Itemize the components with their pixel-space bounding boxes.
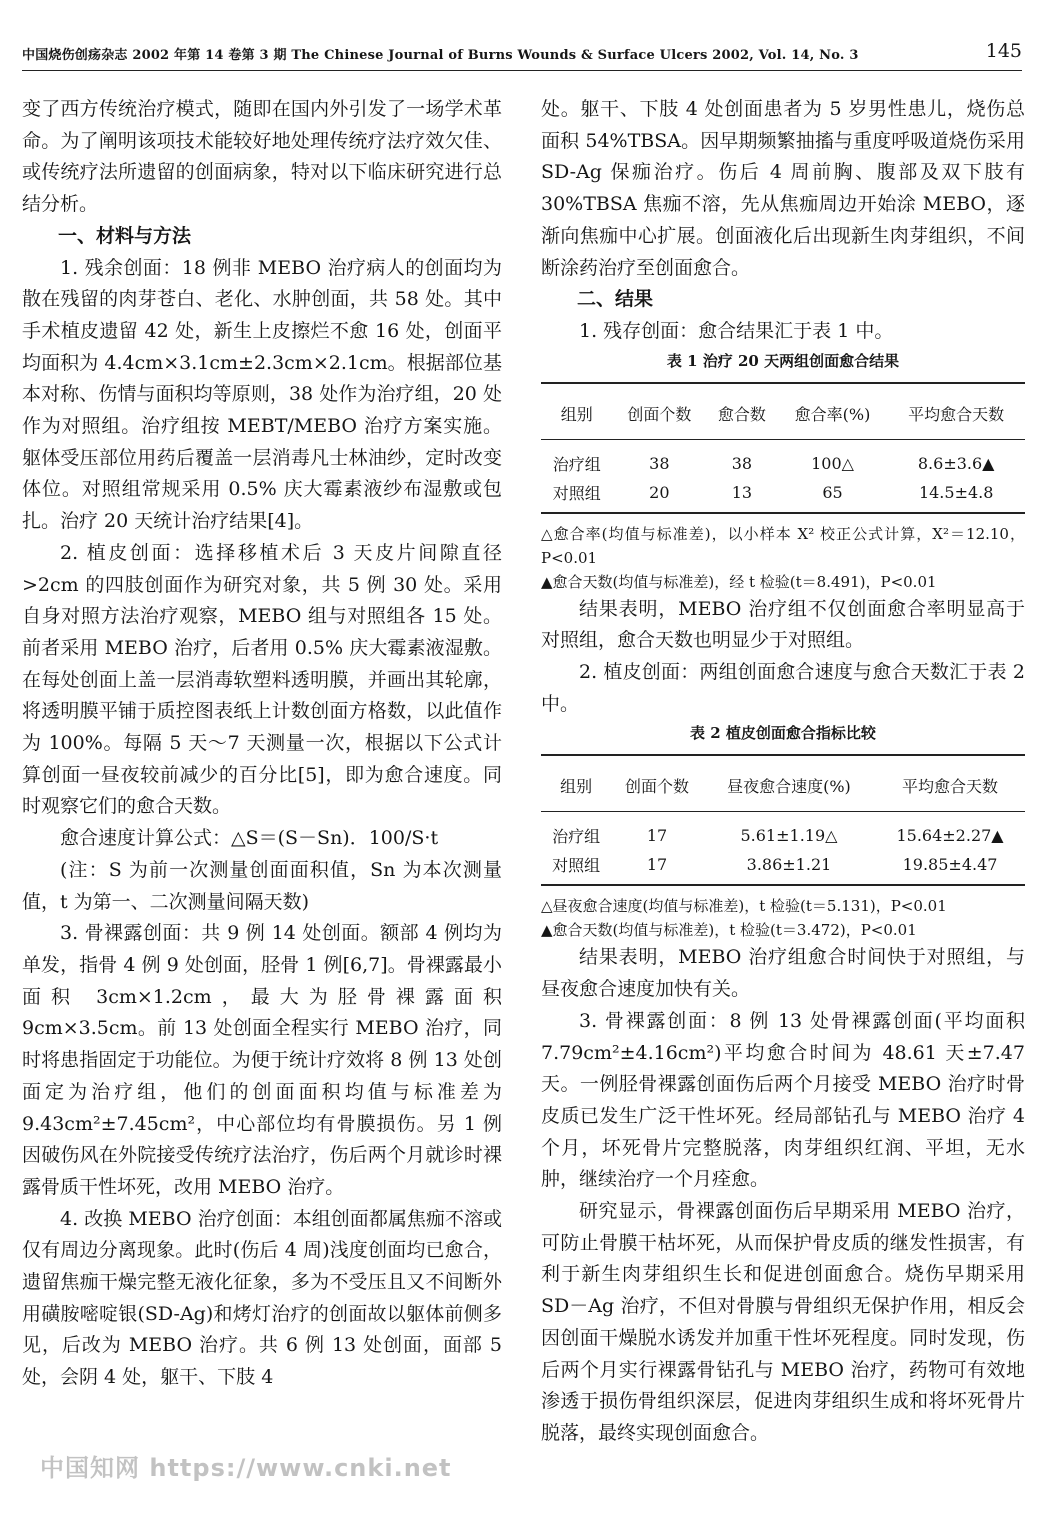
cnki-watermark: 中国知网 https://www.cnki.net — [40, 1454, 452, 1482]
table-cell: 3.86±1.21 — [746, 855, 832, 875]
table-cell: 19.85±4.47 — [902, 855, 998, 875]
table-row — [541, 478, 1025, 513]
table-cell: 100△ — [811, 453, 854, 473]
paragraph: 4. 改换 MEBO 治疗创面：本组创面都属焦痂不溶或仅有周边分离现象。此时(伤后 4 周)浅度创面均已愈合，遗留焦痂干燥完整无液化征象，多为不受压且又不间断外用磺胺嘧啶银(SD-Ag)和烤灯治疗的创面故以躯体前侧多见，后改为 MEBO 治疗。共 6 例 13 处创面，面部 5 处，会阴 4 处，躯干、下肢 4 — [22, 1207, 502, 1389]
table-row — [541, 439, 1025, 478]
table-cell: 15.64±2.27▲ — [896, 826, 1004, 846]
page-number: 145 — [985, 40, 1022, 62]
table-cell: 17 — [646, 826, 668, 846]
paragraph: 结果表明，MEBO 治疗组不仅创面愈合率明显高于对照组，愈合天数也明显少于对照组。 — [541, 597, 1025, 652]
table-row — [541, 812, 1025, 851]
paragraph: 2. 植皮创面：两组创面愈合速度与愈合天数汇于表 2 中。 — [541, 661, 1025, 715]
table-header: 创面个数 — [613, 383, 707, 440]
table-cell: 对照组 — [552, 856, 601, 876]
section-heading-results: 二、结果 — [577, 288, 654, 311]
table-cell: 17 — [646, 855, 668, 875]
paragraph: 1. 残存创面：愈合结果汇于表 1 中。 — [579, 319, 894, 342]
table-2 — [541, 754, 1025, 886]
table-header: 愈合率(%) — [778, 383, 888, 440]
formula-note: (注：S 为前一次测量创面面积值，Sn 为本次测量值，t 为第一、二次测量间隔天数) — [22, 858, 502, 913]
table-1-note: △愈合率(均值与标准差)，以小样本 X² 校正公式计算，X²＝12.10，P<0.01 — [541, 524, 1025, 567]
table-cell: 38 — [649, 453, 670, 473]
table-header: 组别 — [541, 755, 611, 812]
table-header: 昼夜愈合速度(%) — [703, 755, 875, 812]
formula: 愈合速度计算公式：△S＝(S－Sn)．100/S·t — [60, 827, 439, 850]
table-header: 创面个数 — [611, 755, 703, 812]
table-cell: 5.61±1.19△ — [740, 826, 838, 846]
table-cell: 14.5±4.8 — [918, 482, 994, 502]
table-cell: 65 — [822, 482, 843, 502]
paragraph: 3. 骨裸露创面：共 9 例 14 处创面。额部 4 例均为单发，指骨 4 例 9 处创面，胫骨 1 例[6,7]。骨裸露最小面积 3cm×1.2cm，最大为胫骨裸露面积 9cm×3.5cm。前 13 处创面全程实行 MEBO 治疗，同时将患指固定于功能位。为便于统计疗效将 8 例 13 处创面定为治疗组，他们的创面面积均值与标准差为 9.43cm²±7.45cm²，中心部位均有骨膜损伤。另 1 例因破伤风在外院接受传统疗法治疗，伤后两个月就诊时裸露骨质干性坏死，改用 MEBO 治疗。 — [22, 922, 502, 1198]
table-2-caption: 表 2 植皮创面愈合指标比较 — [690, 724, 876, 743]
paragraph: 研究显示，骨裸露创面伤后早期采用 MEBO 治疗，可防止骨膜干枯坏死，从而保护骨皮质的继发性损害，有利于新生肉芽组织生长和促进创面愈合。烧伤早期采用 SD－Ag 治疗，不但对骨膜与骨组织无保护作用，相反会因创面干燥脱水诱发并加重干性坏死程度。同时发现，伤后两个月实行裸露骨钻孔与 MEBO 治疗，药物可有效地渗透于损伤骨组织深层，促进肉芽组织生成和将坏死骨片脱落，最终实现创面愈合。 — [541, 1200, 1025, 1444]
table-cell: 治疗组 — [552, 454, 601, 474]
left-column — [22, 94, 502, 1394]
paragraph: 2. 植皮创面：选择移植术后 3 天皮片间隙直径 >2cm 的四肢创面作为研究对象，共 5 例 30 处。采用自身对照方法治疗观察，MEBO 组与对照组各 15 处。前者采用 MEBO 治疗，后者用 0.5% 庆大霉素液湿敷。在每处创面上盖一层消毒软塑料透明膜，并画出其轮廓，将透明膜平铺于质控图表纸上计数创面方格数，以此值作为 100%。每隔 5 天～7 天测量一次，根据以下公式计算创面一昼夜较前减少的百分比[5]，即为愈合速度。同时观察它们的愈合天数。 — [22, 541, 502, 818]
table-2-note: △昼夜愈合速度(均值与标准差)，t 检验(t＝5.131)，P<0.01 — [541, 897, 947, 916]
table-1-caption: 表 1 治疗 20 天两组创面愈合结果 — [666, 351, 900, 370]
table-cell: 8.6±3.6▲ — [917, 453, 995, 473]
paragraph: 3. 骨裸露创面：8 例 13 处骨裸露创面(平均面积 7.79cm²±4.16cm²)平均愈合时间为 48.61 天±7.47 天。一例胫骨裸露创面伤后两个月接受 MEBO 治疗时骨皮质已发生广泛干性坏死。经局部钻孔与 MEBO 治疗 4 个月，坏死骨片完整脱落，肉芽组织红润、平坦，无水肿，继续治疗一个月痊愈。 — [541, 1009, 1025, 1191]
table-1 — [541, 382, 1025, 514]
section-heading-methods: 一、材料与方法 — [58, 224, 192, 247]
table-header: 平均愈合天数 — [875, 755, 1025, 812]
paragraph: 变了西方传统治疗模式，随即在国内外引发了一场学术革命。为了阐明该项技术能较好地处理传统疗法疗效欠佳、或传统疗法所遗留的创面病象，特对以下临床研究进行总结分析。 — [22, 98, 502, 216]
table-cell: 20 — [649, 482, 670, 502]
table-header: 愈合数 — [706, 383, 778, 440]
journal-title: 中国烧伤创疡杂志 2002 年第 14 卷第 3 期 The Chinese Journal of Burns Wounds & Surface Ulcers 2002, Vol. 14, No. 3 — [22, 48, 859, 63]
table-1-note: ▲愈合天数(均值与标准差)，经 t 检验(t＝8.491)，P<0.01 — [541, 572, 937, 591]
table-header: 组别 — [541, 383, 613, 440]
table-2-note: ▲愈合天数(均值与标准差)，t 检验(t＝3.472)，P<0.01 — [541, 921, 917, 940]
table-row — [541, 850, 1025, 885]
running-header — [22, 40, 1022, 71]
paragraph: 1. 残余创面：18 例非 MEBO 治疗病人的创面均为散在残留的肉芽苍白、老化、水肿创面，共 58 处。其中手术植皮遗留 42 处，新生上皮擦烂不愈 16 处，创面平均面积为 4.4cm×3.1cm±2.3cm×2.1cm。根据部位基本对称、伤情与面积均等原则，38 处作为治疗组，20 处作为对照组。治疗组按 MEBT/MEBO 治疗方案实施。躯体受压部位用药后覆盖一层消毒凡士林油纱，定时改变体位。对照组常规采用 0.5% 庆大霉素液纱布湿敷或包扎。治疗 20 天统计治疗结果[4]。 — [22, 256, 502, 533]
table-header: 平均愈合天数 — [887, 383, 1025, 440]
table-cell: 38 — [731, 453, 753, 473]
table-cell: 治疗组 — [552, 827, 601, 847]
right-column — [541, 94, 1025, 1450]
paragraph: 结果表明，MEBO 治疗组愈合时间快于对照组，与昼夜愈合速度加快有关。 — [541, 946, 1025, 1001]
table-cell: 对照组 — [552, 483, 601, 503]
table-cell: 13 — [731, 482, 753, 502]
paragraph: 处。躯干、下肢 4 处创面患者为 5 岁男性患儿，烧伤总面积 54%TBSA。因早期频繁抽搐与重度呼吸道烧伤采用 SD-Ag 保痂治疗。伤后 4 周前胸、腹部及双下肢有 30%TBSA 焦痂不溶，先从焦痂周边开始涂 MEBO，逐渐向焦痂中心扩展。创面液化后出现新生肉芽组织，不间断涂药治疗至创面愈合。 — [541, 98, 1025, 279]
